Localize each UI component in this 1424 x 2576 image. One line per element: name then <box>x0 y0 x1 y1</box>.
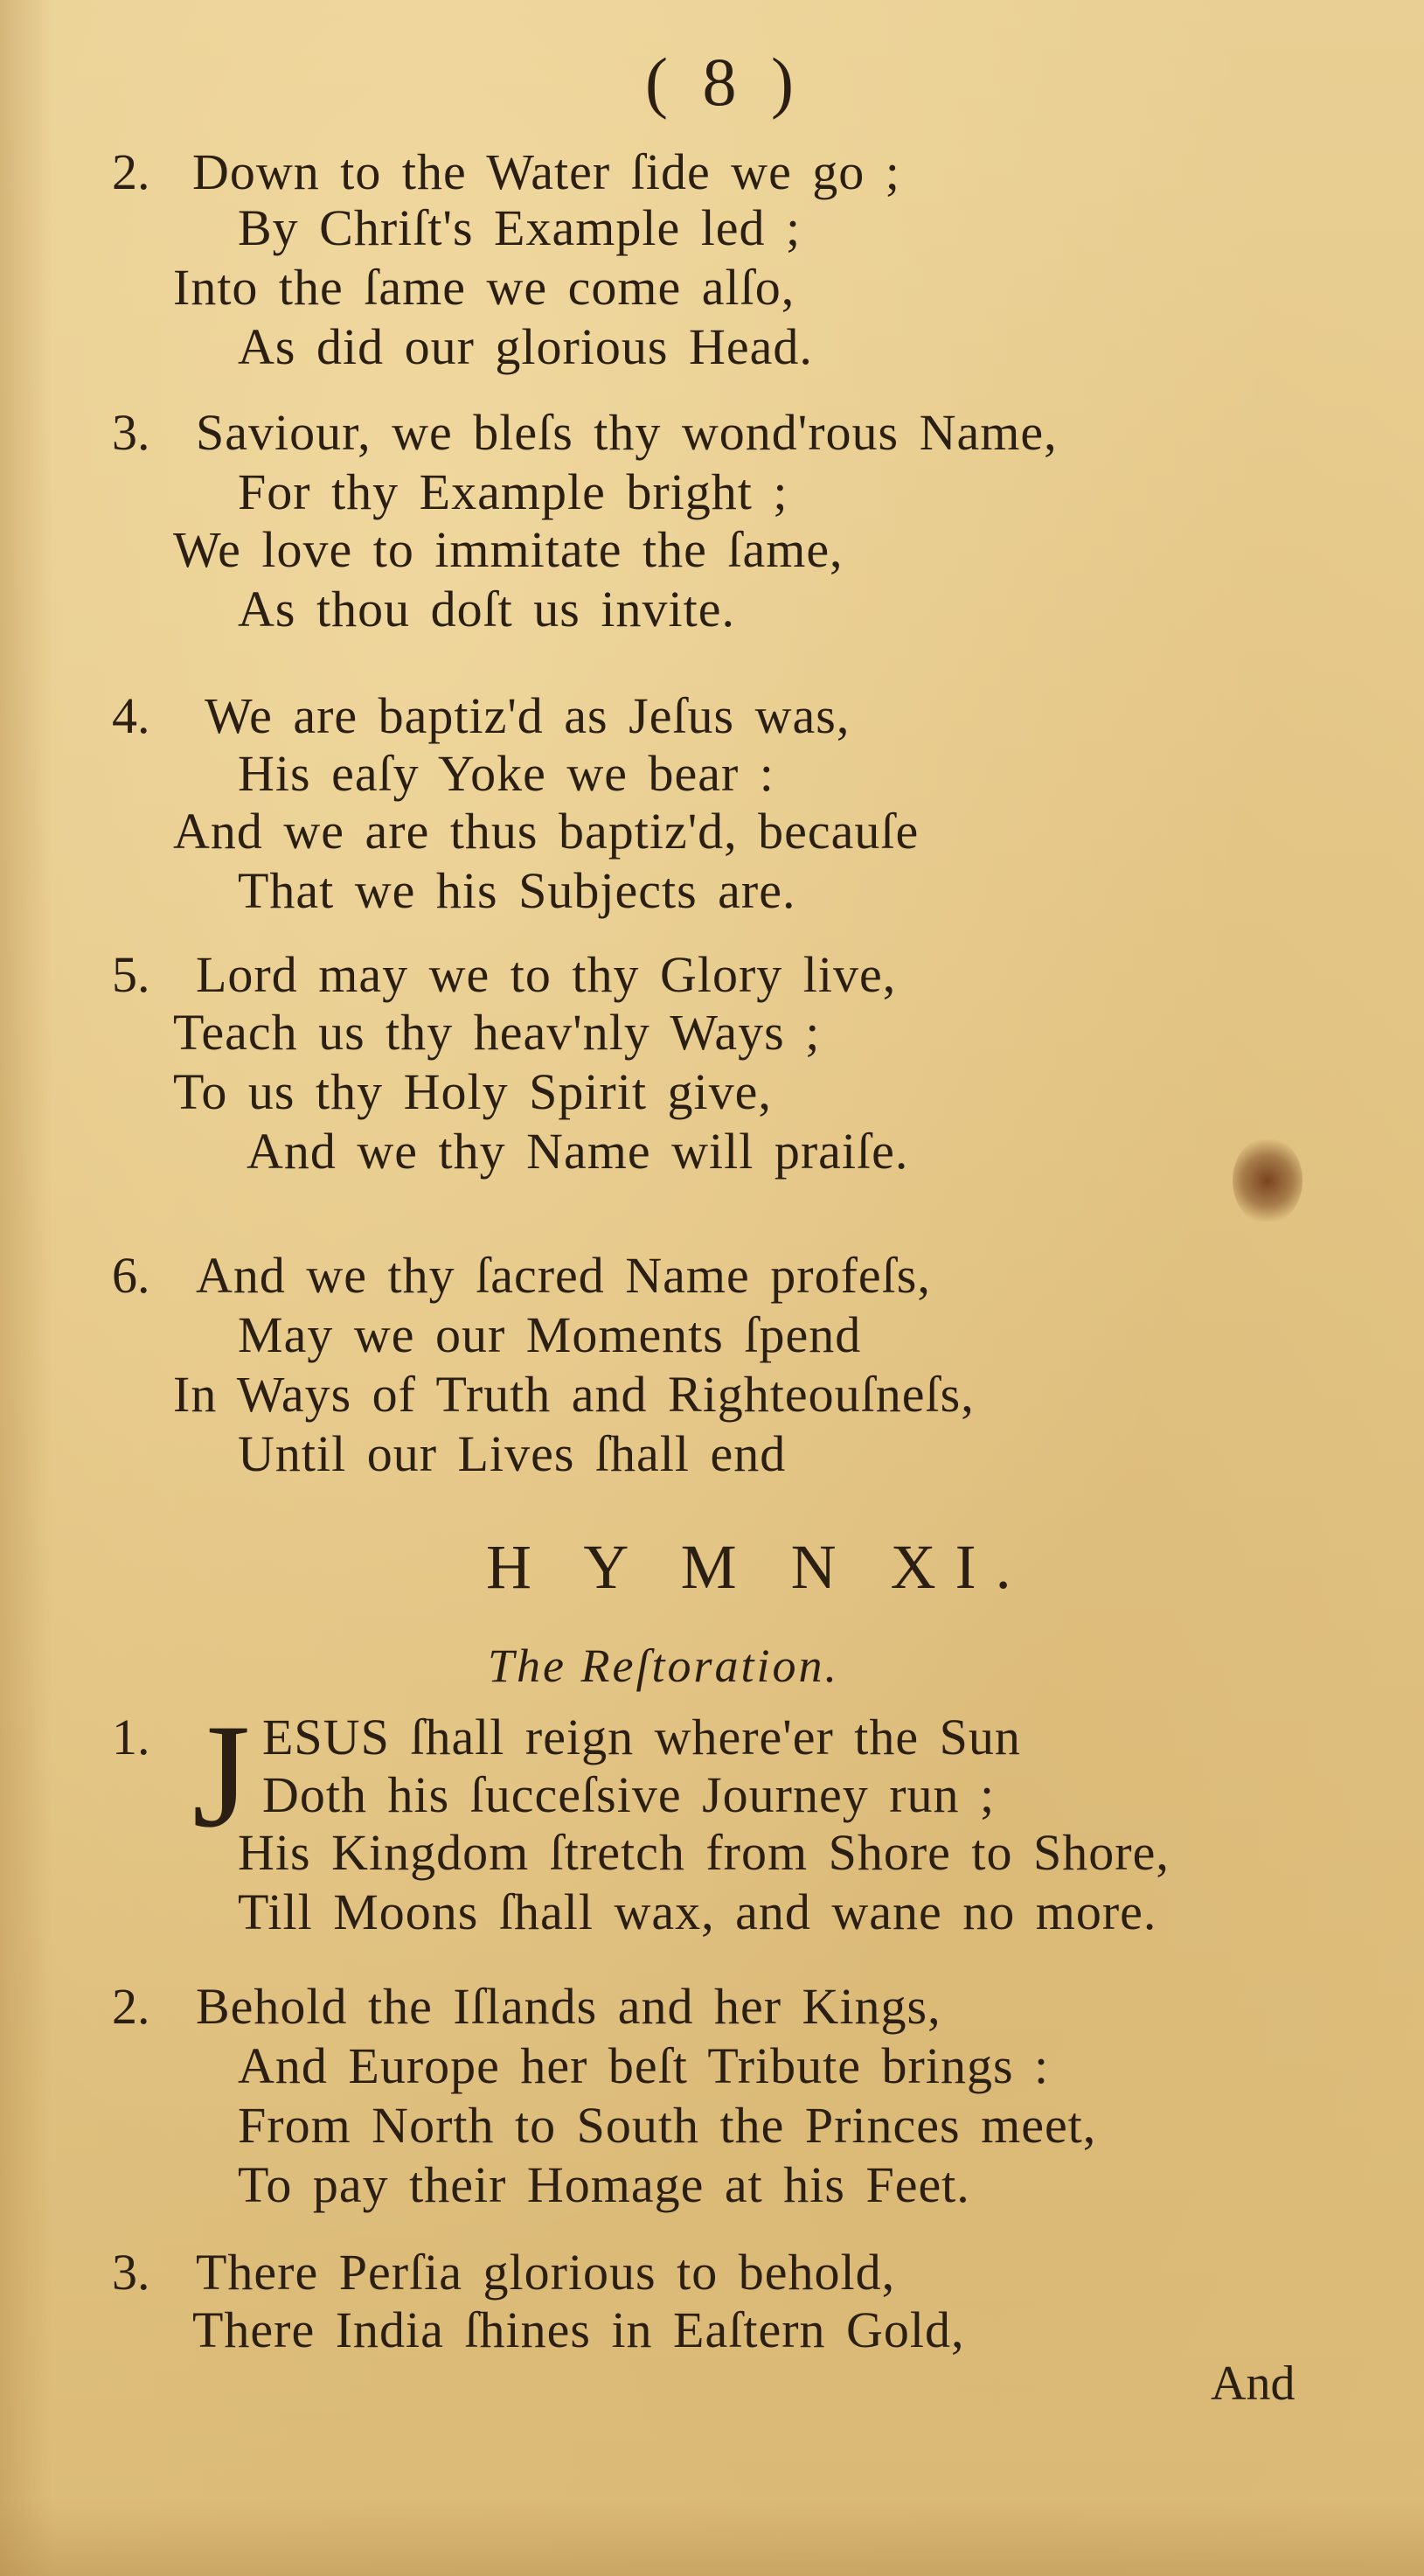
verse-number: 1. <box>112 1709 150 1765</box>
verse-line: In Ways of Truth and Righteouſneſs, <box>173 1366 975 1423</box>
verse-line: As thou doſt us invite. <box>238 581 735 637</box>
verse-line: We love to immitate the ſame, <box>173 521 844 578</box>
verse-line: Till Moons ſhall wax, and wane no more. <box>238 1883 1157 1940</box>
catchword: And <box>1211 2357 1295 2411</box>
verse-line: There Perſia glorious to behold, <box>196 2244 896 2301</box>
drop-cap: J <box>192 1694 251 1858</box>
verse-number: 3. <box>112 2244 150 2301</box>
verse-line: Doth his ſucceſsive Journey run ; <box>262 1766 996 1823</box>
verse-line: There India ſhines in Eaſtern Gold, <box>192 2301 965 2358</box>
verse-line: May we our Moments ſpend <box>238 1306 862 1363</box>
verse-line: Lord may we to thy Glory live, <box>196 946 897 1003</box>
verse-line: Into the ſame we come alſo, <box>173 259 795 316</box>
verse-line: Until our Lives ſhall end <box>238 1425 787 1482</box>
verse-line: Saviour, we bleſs thy wond'rous Name, <box>196 404 1058 461</box>
page-number: ( 8 ) <box>645 44 802 120</box>
verse-line: And we thy ſacred Name profeſs, <box>196 1247 931 1304</box>
ink-stain <box>1233 1137 1302 1224</box>
verse-line: And we thy Name will praiſe. <box>247 1123 909 1180</box>
verse-number: 4. <box>112 687 150 744</box>
verse-number: 2. <box>112 143 150 200</box>
verse-line: Down to the Water ſide we go ; <box>192 143 900 200</box>
verse-line: For thy Example bright ; <box>238 463 788 520</box>
verse-line: And we are thus baptiz'd, becauſe <box>173 803 920 860</box>
verse-line: Behold the Iſlands and her Kings, <box>196 1978 941 2035</box>
verse-number: 6. <box>112 1247 150 1304</box>
verse-line: That we his Subjects are. <box>238 862 796 919</box>
verse-line: Teach us thy heav'nly Ways ; <box>173 1004 821 1061</box>
verse-line: ESUS ſhall reign where'er the Sun <box>262 1709 1021 1765</box>
verse-line: His eaſy Yoke we bear : <box>238 745 775 802</box>
hymn-subtitle: The Reſtoration. <box>488 1640 839 1692</box>
hymn-title: H Y M N XI. <box>486 1532 1031 1602</box>
verse-number: 3. <box>112 404 150 461</box>
verse-line: As did our glorious Head. <box>238 318 813 375</box>
verse-line: To pay their Homage at his Feet. <box>238 2156 970 2213</box>
verse-line: And Europe her beſt Tribute brings : <box>238 2037 1050 2094</box>
page-bottom-shadow <box>0 2497 1424 2576</box>
page-edge-shadow <box>0 0 52 2576</box>
verse-number: 2. <box>112 1978 150 2035</box>
verse-number: 5. <box>112 946 150 1003</box>
verse-line: His Kingdom ſtretch from Shore to Shore, <box>238 1824 1170 1881</box>
verse-line: We are baptiz'd as Jeſus was, <box>205 687 851 744</box>
verse-line: By Chriſt's Example led ; <box>238 199 802 256</box>
verse-line: From North to South the Princes meet, <box>238 2097 1097 2154</box>
verse-line: To us thy Holy Spirit give, <box>173 1063 772 1120</box>
